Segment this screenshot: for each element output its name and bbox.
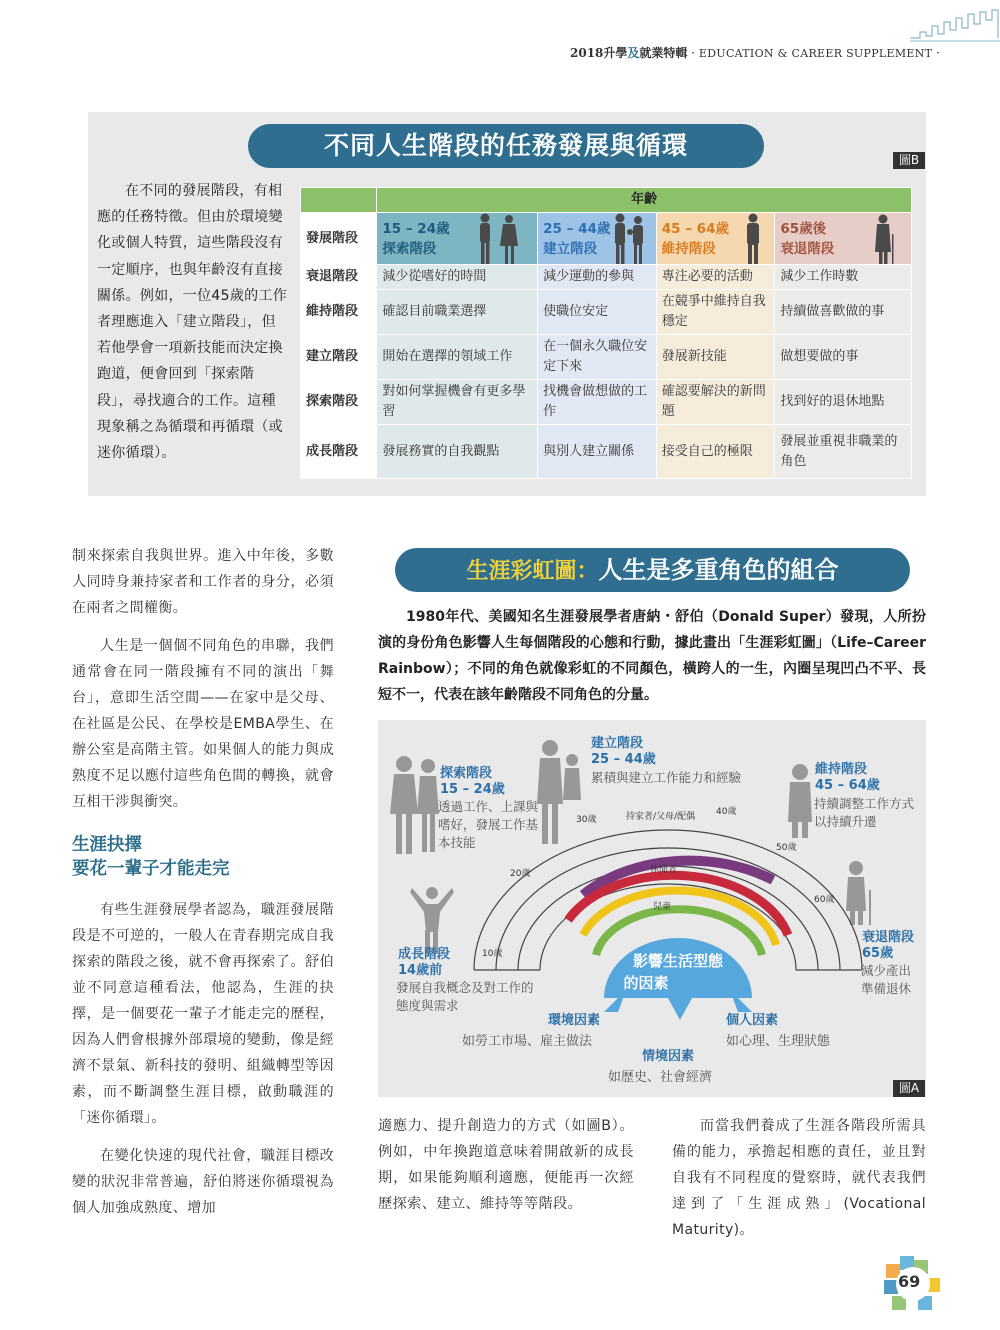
factor-arrow-down-icon <box>668 998 692 1020</box>
role-label: 持家者/父母/配偶 <box>626 812 696 822</box>
factor-name: 情境因素 <box>642 1049 695 1064</box>
age-caption-row <box>301 188 912 213</box>
task-row <box>301 290 912 335</box>
figure-b-title: 不同人生階段的任務發展與循環 <box>248 124 764 168</box>
figure-a-title-highlight: 生涯彩虹圖： <box>466 559 599 584</box>
age-group-establish-age: 25 – 44歲 <box>543 220 611 237</box>
header-year-title: 2018升學 <box>570 46 628 60</box>
body-paragraph: 有些生涯發展學者認為，職涯發展階段是不可逆的，一般人在青春期完成自我探索的階段之後，就不會再探索了。舒伯並不同意這種看法，他認為，生涯的抉擇，是一個要花一輩子才能走完的歷程，因為人們會根據外部環境的變動，像是經濟不景氣、新科技的發明、組織轉型等因素，而不斷調整生涯目標，啟動職涯的「迷你循環」。 <box>72 902 334 1126</box>
task-cell: 發展新技能 <box>656 335 775 380</box>
age-group-explore <box>377 213 538 265</box>
stage-age: 15 – 24歲 <box>440 782 505 797</box>
stage-establish-label <box>590 735 742 785</box>
task-cell: 專注必要的活動 <box>656 265 775 290</box>
task-cell: 使職位安定 <box>538 290 657 335</box>
task-cell: 持續做喜歡做的事 <box>775 290 912 335</box>
age-caption: 年齡 <box>377 188 912 213</box>
task-cell: 發展並重視非職業的角色 <box>775 425 912 479</box>
age-group-row <box>301 213 912 265</box>
task-row-stage: 建立階段 <box>301 335 377 380</box>
bottom-right-column: 而當我們養成了生涯各階段所需具備的能力，承擔起相應的責任，並且對自我有不同程度的覺察時，就代表我們達到了「生涯成熟」(Vocational Maturity)。 <box>672 1118 926 1238</box>
task-row-stage: 成長階段 <box>301 425 377 479</box>
stage-title: 建立階段 <box>591 736 644 751</box>
age-group-maintain-stage: 維持階段 <box>661 240 716 257</box>
body-paragraph: 在變化快速的現代社會，職涯目標改變的狀況非常普遍，舒伯將迷你循環視為個人加強成熟度、增加 <box>72 1148 334 1216</box>
age-group-decline <box>775 213 912 265</box>
age-caption-blank <box>301 188 377 213</box>
task-cell: 做想要做的事 <box>775 335 912 380</box>
supplement-header <box>570 44 940 61</box>
stage-explore-label <box>438 765 550 858</box>
subhead-line: 生涯抉擇 <box>72 835 142 855</box>
left-column-top <box>72 543 334 815</box>
stage-age: 25 – 44歲 <box>591 752 656 767</box>
figure-a-tag: 圖A <box>893 1080 925 1097</box>
page-number: 69 <box>898 1272 921 1291</box>
task-cell: 確認要解決的新問題 <box>656 380 775 425</box>
factor-name: 個人因素 <box>726 1013 779 1028</box>
figure-a-title-main: 人生是多重角色的組合 <box>598 555 839 584</box>
task-cell: 發展務實的自我觀點 <box>377 425 538 479</box>
task-cell: 在競爭中維持自我穩定 <box>656 290 775 335</box>
task-row-stage: 衰退階段 <box>301 265 377 290</box>
age-group-maintain <box>656 213 775 265</box>
header-end: · <box>936 46 940 60</box>
header-separator: · <box>691 46 696 60</box>
role-label: 兒童 <box>653 902 672 912</box>
task-cell: 接受自己的極限 <box>656 425 775 479</box>
task-row <box>301 335 912 380</box>
role-label: 休閒者 <box>650 865 678 875</box>
header-english: EDUCATION & CAREER SUPPLEMENT <box>698 47 933 60</box>
factor-desc: 如心理、生理狀態 <box>726 1034 831 1049</box>
task-cell: 與別人建立關係 <box>538 425 657 479</box>
skyline-icon <box>910 8 1000 42</box>
age-tick: 40歲 <box>716 807 737 817</box>
parent-child-silhouette-icon <box>606 212 652 264</box>
adult-silhouette-icon <box>738 212 768 264</box>
age-group-maintain-age: 45 – 64歲 <box>661 220 729 237</box>
task-cell: 確認目前職業選擇 <box>377 290 538 335</box>
career-rainbow-diagram <box>378 720 926 1097</box>
age-group-establish <box>538 213 657 265</box>
factor-desc: 如勞工市場、雇主做法 <box>462 1034 593 1049</box>
body-paragraph: 制來探索自我與世界。進入中年後，多數人同時身兼持家者和工作者的身分，必須在兩者之間權衡。 <box>72 548 334 616</box>
task-cell: 減少從嗜好的時間 <box>377 265 538 290</box>
stage-desc: 透過工作、上課與嗜好，發展工作基本技能 <box>438 799 539 850</box>
task-cell: 找到好的退休地點 <box>775 380 912 425</box>
stage-desc: 發展自我概念及對工作的態度與需求 <box>396 980 534 1013</box>
elder-silhouette-icon <box>871 212 897 264</box>
task-cell: 減少運動的參與 <box>538 265 657 290</box>
center-label-line1: 影響生活型態 <box>632 952 724 970</box>
age-group-establish-stage: 建立階段 <box>543 240 598 257</box>
stage-desc: 減少產出準備退休 <box>861 963 912 996</box>
task-cell: 在一個永久職位安定下來 <box>538 335 657 380</box>
stage-task-table <box>300 187 912 479</box>
stage-title: 探索階段 <box>440 766 493 781</box>
age-group-decline-age: 65歲後 <box>780 220 827 237</box>
subhead-line: 要花一輩子才能走完 <box>72 859 230 879</box>
age-group-explore-stage: 探索階段 <box>382 240 437 257</box>
young-couple-silhouette-icon <box>471 212 527 264</box>
header-joiner: 及 <box>627 46 640 60</box>
age-tick: 10歲 <box>482 949 503 959</box>
figure-b-intro: 在不同的發展階段，有相應的任務特徵。但由於環境變化或個人特質，這些階段沒有一定順序，也與年齡沒有直接關係。例如，一位45歲的工作者理應進入「建立階段」，但若他學會一項新技能而決定換跑道，便會回到「探索階段」，尋找適合的工作。這種現象稱之為循環和再循環（或迷你循環）。 <box>97 183 288 462</box>
figure-b-tag: 圖B <box>893 152 925 169</box>
task-row <box>301 265 912 290</box>
stage-title: 衰退階段 <box>862 930 915 945</box>
body-paragraph: 人生是一個個不同角色的串聯，我們通常會在同一階段擁有不同的演出「舞台」，意即生活空間——在家中是父母、在社區是公民、在學校是EMBA學生、在辦公室是高階主管。如果個人的能力與成熟度不足以應付這些角色間的轉換，就會互相干涉與衝突。 <box>72 638 334 810</box>
stage-title: 成長階段 <box>398 947 451 962</box>
age-tick: 60歲 <box>814 895 835 905</box>
bottom-middle-column: 適應力、提升創造力的方式（如圖B）。例如，中年換跑道意味着開啟新的成長期，如果能夠順利適應，便能再一次經歷探索、建立、維持等等階段。 <box>378 1118 634 1212</box>
age-tick: 30歲 <box>576 815 597 825</box>
task-cell: 開始在選擇的領域工作 <box>377 335 538 380</box>
figure-a-title <box>395 548 910 592</box>
section-subhead <box>72 833 230 881</box>
task-row <box>301 380 912 425</box>
stage-growth-label <box>396 946 536 1023</box>
career-rainbow-panel <box>378 720 926 1097</box>
stage-decline-label <box>861 929 923 1006</box>
left-column-bottom <box>72 897 334 1221</box>
task-row <box>301 425 912 479</box>
stage-maintain-label <box>814 761 920 839</box>
row-header-title: 發展階段 <box>301 213 377 265</box>
age-tick: 50歲 <box>776 843 797 853</box>
factor-desc: 如歷史、社會經濟 <box>608 1070 713 1085</box>
center-label-line2: 的因素 <box>623 974 669 992</box>
figure-a-intro: 1980年代、美國知名生涯發展學者唐納・舒伯（Donald Super）發現，人所扮演的身份角色影響人生每個階段的心態和行動，據此畫出「生涯彩虹圖」（Life–Career Rainbow）；不同的角色就像彩虹的不同顏色，橫跨人的一生，內圈呈現凹凸不平、長短不一，代表在該年齡階段不同角色的分量。 <box>378 609 926 703</box>
stage-title: 維持階段 <box>815 762 868 777</box>
age-tick: 20歲 <box>510 869 531 879</box>
age-group-decline-stage: 衰退階段 <box>780 240 835 257</box>
header-title-part2: 就業特輯 <box>639 46 688 60</box>
stage-age: 65歲 <box>862 946 894 961</box>
task-cell: 對如何掌握機會有更多學習 <box>377 380 538 425</box>
task-row-stage: 維持階段 <box>301 290 377 335</box>
task-cell: 減少工作時數 <box>775 265 912 290</box>
stage-desc: 累積與建立工作能力和經驗 <box>591 770 742 785</box>
age-group-explore-age: 15 – 24歲 <box>382 220 450 237</box>
task-row-stage: 探索階段 <box>301 380 377 425</box>
stage-desc: 持續調整工作方式以持續升遷 <box>814 796 915 829</box>
factor-name: 環境因素 <box>548 1013 601 1028</box>
stage-age: 45 – 64歲 <box>815 778 880 793</box>
task-cell: 找機會做想做的工作 <box>538 380 657 425</box>
stage-age: 14歲前 <box>398 963 443 978</box>
